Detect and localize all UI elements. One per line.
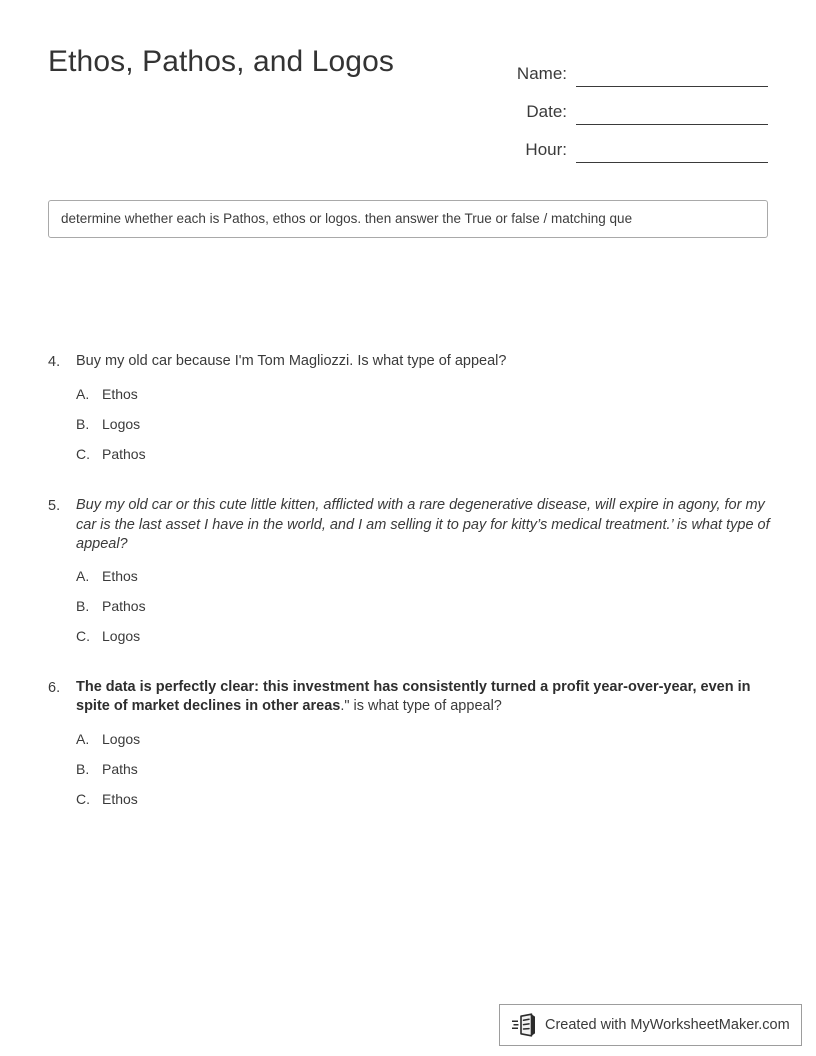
choice-5-b[interactable]: [76, 598, 770, 628]
choice-letter-6-a: A.: [76, 730, 90, 747]
choice-4-b[interactable]: [76, 416, 770, 446]
choice-text-6-a: Logos: [102, 730, 141, 747]
choice-6-b[interactable]: [76, 761, 770, 791]
choice-letter-5-c: C.: [76, 628, 90, 645]
question-prompt-4: [48, 352, 770, 372]
date-field-input[interactable]: [576, 102, 768, 125]
question-item-6: [48, 678, 770, 821]
choice-5-a[interactable]: [76, 568, 770, 598]
hour-field-row: [498, 125, 768, 163]
choices-6: [76, 731, 770, 821]
questions-list: [48, 352, 770, 829]
worksheet-maker-logo-icon: [512, 1013, 538, 1037]
instructions-text: determine whether each is Pathos, ethos or logos. then answer the True or false / matching que: [61, 210, 633, 226]
choice-letter-4-b: B.: [76, 416, 90, 433]
choice-letter-4-c: C.: [76, 446, 90, 463]
choice-letter-6-b: B.: [76, 760, 90, 777]
choice-text-4-c: Pathos: [102, 446, 146, 463]
choice-4-a[interactable]: [76, 386, 770, 416]
choices-4: [76, 386, 770, 476]
question-number-5: 5.: [48, 498, 61, 515]
choice-text-5-c: Logos: [102, 628, 141, 645]
question-text-6: [76, 678, 770, 717]
hour-field-input[interactable]: [576, 140, 768, 163]
choice-4-c[interactable]: [76, 446, 770, 476]
date-field-label: Date:: [526, 102, 567, 121]
question-text-5: Buy my old car or this cute little kitten, afflicted with a rare degenerative disease, will expire in agony, for my car is the last asset I have in the world, and I am selling it to pay for kitty’s medical treatment.’ is what type of appeal?: [76, 497, 770, 552]
footer-attribution-text: Created with MyWorksheetMaker.com: [545, 1016, 790, 1033]
choice-letter-5-a: A.: [76, 568, 90, 585]
question-prompt-5: [48, 496, 770, 554]
choice-6-c[interactable]: [76, 791, 770, 821]
question-prompt-6: [48, 678, 770, 717]
choices-5: [76, 568, 770, 658]
footer-attribution-badge[interactable]: [499, 1004, 802, 1046]
question-item-5: [48, 496, 770, 658]
choice-text-4-a: Ethos: [102, 386, 138, 403]
page-title: Ethos, Pathos, and Logos: [48, 45, 394, 78]
choice-5-c[interactable]: [76, 628, 770, 658]
choice-text-5-a: Ethos: [102, 568, 138, 585]
student-info-fields: [498, 49, 768, 163]
name-field-label: Name:: [516, 64, 567, 83]
choice-letter-5-b: B.: [76, 598, 90, 615]
question-text-6-bold: The data is perfectly clear: this investment has consistently turned a profit year-over-year, even in spite of market declines in other areas: [76, 679, 751, 715]
choice-6-a[interactable]: [76, 731, 770, 761]
question-text-6-tail: ." is what type of appeal?: [340, 698, 502, 715]
date-field-row: [498, 87, 768, 125]
choice-text-5-b: Pathos: [102, 598, 146, 615]
choice-letter-4-a: A.: [76, 386, 90, 403]
choice-text-4-b: Logos: [102, 416, 141, 433]
name-field-input[interactable]: [576, 64, 768, 87]
question-text-4: Buy my old car because I'm Tom Magliozzi. Is what type of appeal?: [76, 353, 507, 369]
choice-text-6-c: Ethos: [102, 790, 138, 807]
instructions-box[interactable]: [48, 200, 768, 238]
question-number-6: 6.: [48, 680, 61, 697]
choice-text-6-b: Paths: [102, 760, 138, 777]
worksheet-header: [48, 44, 768, 164]
question-number-4: 4.: [48, 354, 61, 370]
choice-letter-6-c: C.: [76, 790, 90, 807]
question-item-4: [48, 352, 770, 476]
name-field-row: [498, 49, 768, 87]
hour-field-label: Hour:: [525, 140, 567, 159]
